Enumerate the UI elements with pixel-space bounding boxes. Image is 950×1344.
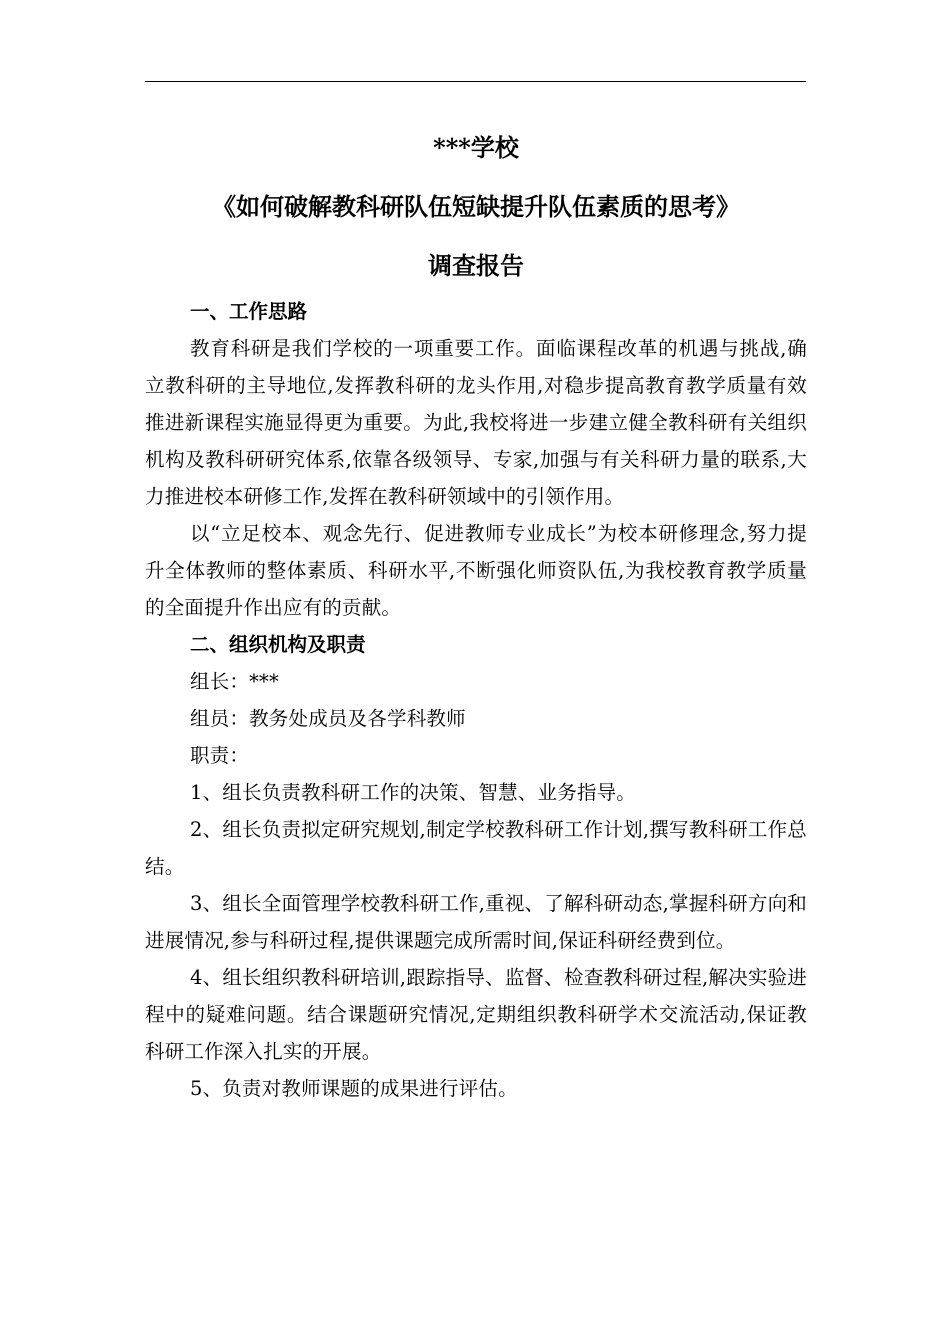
duties-label: 职责：: [190, 744, 250, 767]
duty-item: 2、组长负责拟定研究规划,制定学校教科研工作计划,撰写教科研工作总结。: [145, 818, 807, 878]
document-body: [145, 128, 807, 1107]
report-type-title: 调查报告: [428, 251, 524, 280]
school-title: ***学校: [433, 133, 519, 162]
section-1-paragraph: 以“立足校本、观念先行、促进教师专业成长”为校本研修理念,努力提升全体教师的整体素质、科研水平,不断强化师资队伍,为我校教育教学质量的全面提升作出应有的贡献。: [145, 522, 807, 619]
duty-item: 5、负责对教师课题的成果进行评估。: [190, 1077, 518, 1100]
leader-line: 组长：***: [190, 670, 279, 693]
duty-item: 4、组长组织教科研培训,跟踪指导、监督、检查教科研过程,解决实验进程中的疑难问题。结合课题研究情况,定期组织教科研学术交流活动,保证教科研工作深入扎实的开展。: [145, 966, 807, 1063]
members-line: 组员：教务处成员及各学科教师: [190, 707, 466, 730]
section-2-heading: 二、组织机构及职责: [190, 633, 366, 656]
header-rule: [145, 81, 806, 82]
duty-item: 1、组长负责教科研工作的决策、智慧、业务指导。: [190, 781, 637, 804]
section-1-heading: 一、工作思路: [190, 300, 308, 323]
section-1-paragraph: 教育科研是我们学校的一项重要工作。面临课程改革的机遇与挑战,确立教科研的主导地位,发挥教科研的龙头作用,对稳步提高教育教学质量有效推进新课程实施显得更为重要。为此,我校将进一步建立健全教科研有关组织机构及教科研研究体系,依靠各级领导、专家,加强与有关科研力量的联系,大力推进校本研修工作,发挥在教科研领域中的引领作用。: [145, 337, 807, 508]
duty-item: 3、组长全面管理学校教科研工作,重视、了解科研动态,掌握科研方向和进展情况,参与科研过程,提供课题完成所需时间,保证科研经费到位。: [145, 892, 807, 952]
report-subtitle: 《如何破解教科研队伍短缺提升队伍素质的思考》: [212, 192, 740, 221]
